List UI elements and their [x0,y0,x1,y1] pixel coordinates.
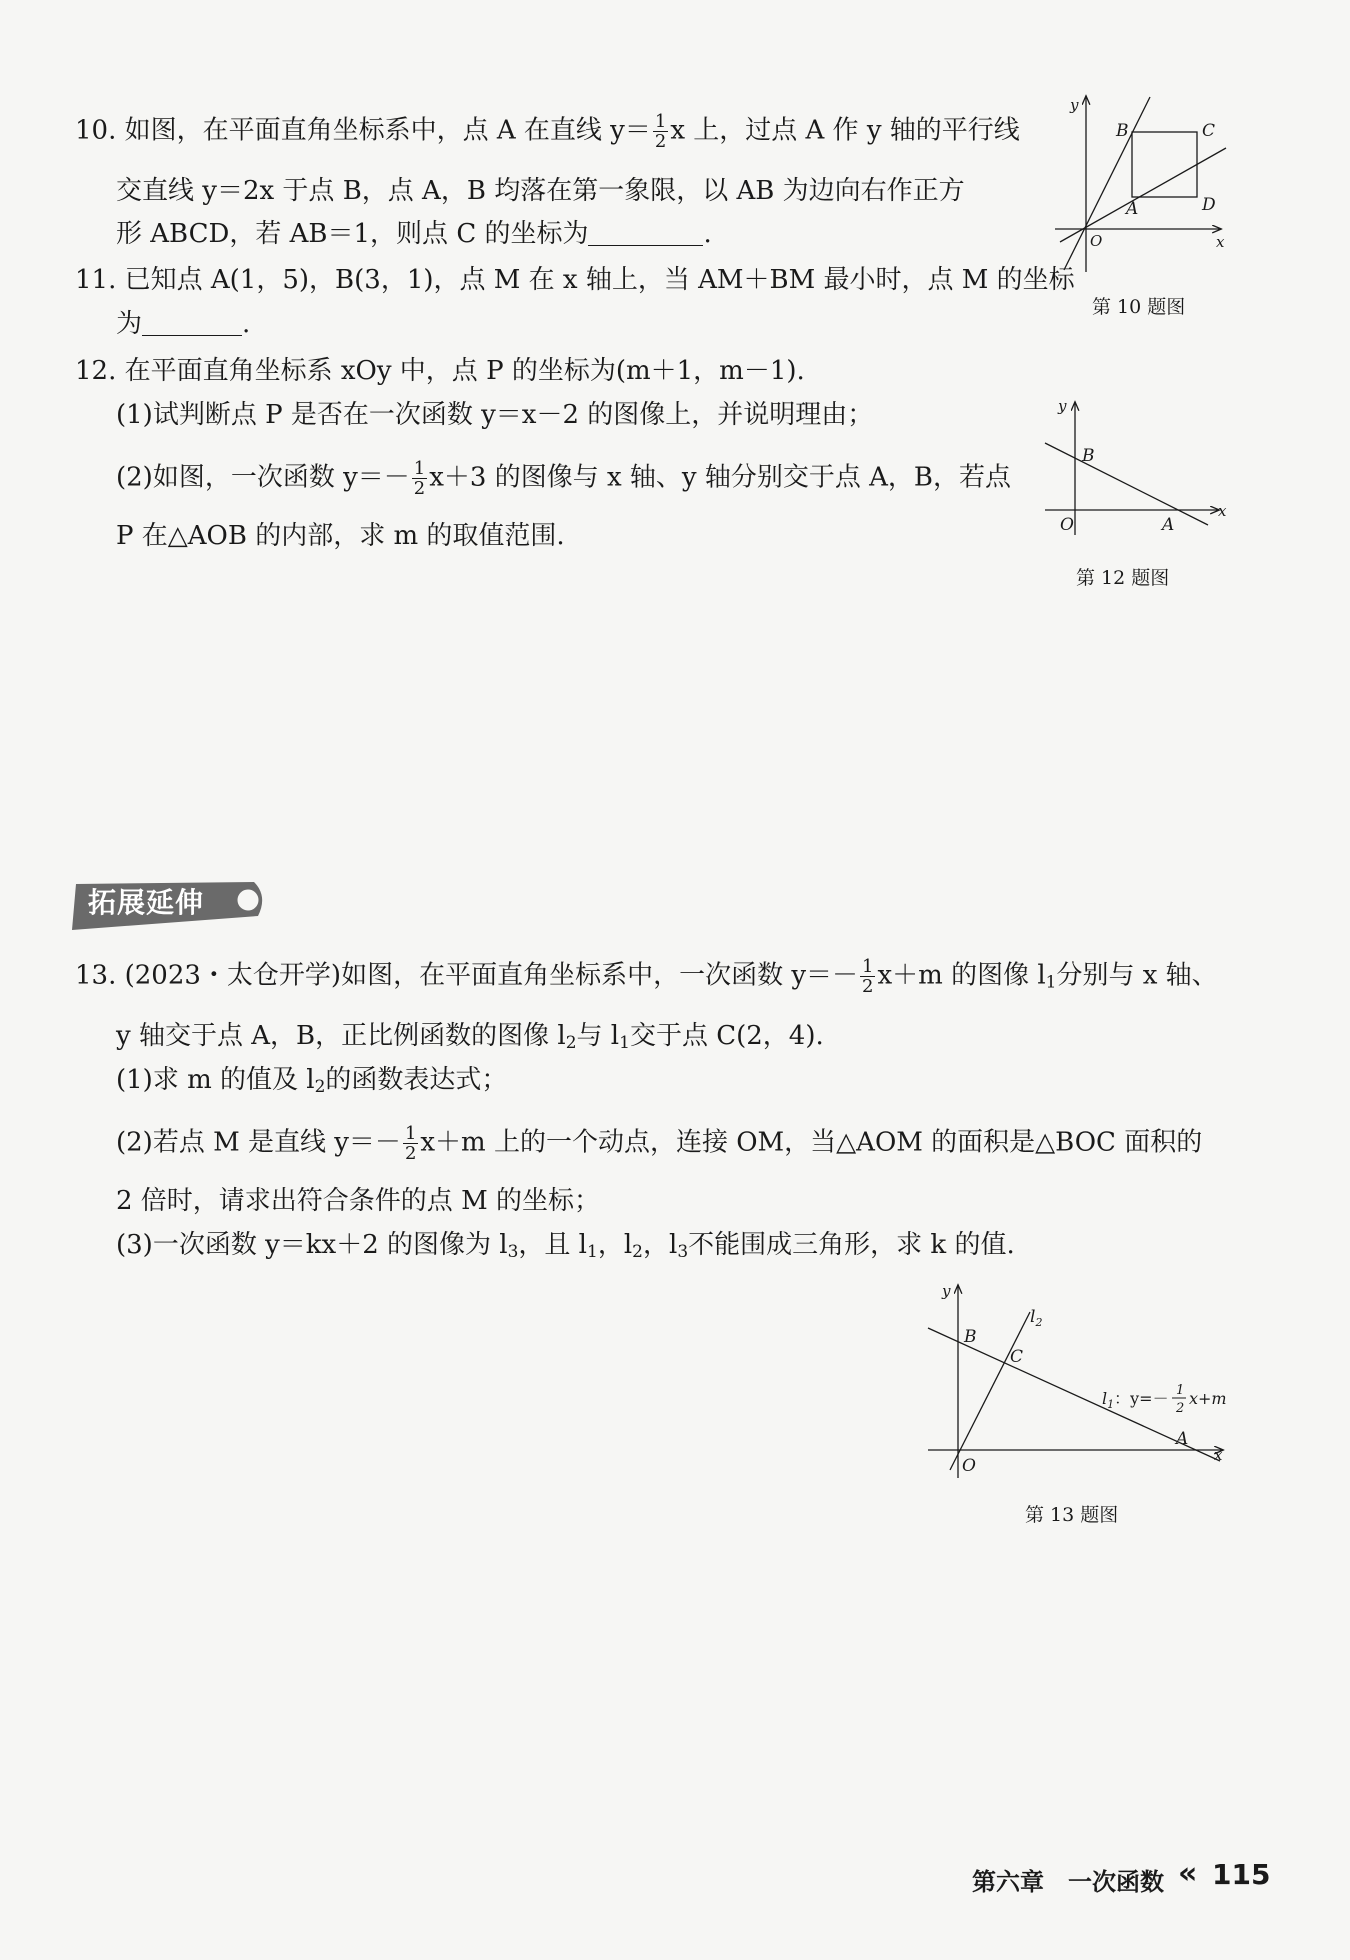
footer-chapter: 第六章 一次函数 [972,1868,1164,1896]
lightbulb-icon [236,888,260,912]
q13-line6: (3)一次函数 y＝kx＋2 的图像为 $l_3$，且 $l_1$，$l_2$，$l_3$不能围成三角形，求 k 的值. [116,1230,1015,1262]
q10-line3: 形 ABCD，若 AB＝1，则点 C 的坐标为 . [116,219,712,249]
caption-q10: 第 10 题图 [1092,296,1186,318]
label-c: C [1202,121,1216,141]
label-y: y [942,1282,951,1300]
q12-line3: (2)如图，一次函数 y＝－ $\frac{1}{2}$ x＋3 的图像与 x 轴、y 轴分别交于点 A，B，若点 [116,458,1012,499]
label-eq-tail: x+m [1189,1389,1227,1408]
fraction-one-half: $\frac{1}{2}$ [654,111,667,152]
q10-line2: 交直线 y＝2x 于点 B，点 A，B 均落在第一象限，以 AB 为边向右作正方 [116,176,965,206]
label-y: y [1058,397,1067,415]
label-c: C [1010,1347,1024,1367]
double-chevron-left-icon: « [1178,1856,1198,1891]
q10-line1: 10. 如图，在平面直角坐标系中，点 A 在直线 y＝ $\frac{1}{2}$ x 上，过点 A 作 y 轴的平行线 [75,111,1020,152]
label-o: O [1060,515,1074,535]
q11-line1: 11. 已知点 A(1，5)，B(3，1)，点 M 在 x 轴上，当 AM＋BM 最小时，点 M 的坐标 [75,265,1075,295]
label-a: A [1176,1429,1189,1449]
answer-blank [588,221,703,246]
label-eq-den: 2 [1176,1401,1185,1416]
caption-q12: 第 12 题图 [1076,567,1170,589]
label-eq-num: 1 [1176,1383,1185,1398]
fraction-one-half: $\frac{1}{2}$ [404,1123,417,1164]
label-b: B [964,1327,977,1347]
fraction-one-half: $\frac{1}{2}$ [862,956,874,997]
label-a: A [1126,199,1139,219]
label-o: O [962,1456,976,1476]
label-y: y [1070,96,1079,114]
q13-line4: (2)若点 M 是直线 y＝－ $\frac{1}{2}$ x＋m 上的一个动点，连接 OM，当△AOM 的面积是△BOC 面积的 [116,1123,1203,1164]
fraction-one-half: $\frac{1}{2}$ [413,458,426,499]
page-number: 115 [1212,1858,1271,1891]
q13-line5: 2 倍时，请求出符合条件的点 M 的坐标； [116,1186,600,1216]
figure-q13 [920,1278,1245,1498]
q12-line2: (1)试判断点 P 是否在一次函数 y＝x－2 的图像上，并说明理由； [116,400,874,430]
caption-q13: 第 13 题图 [1025,1504,1119,1526]
label-l1-equation: $l_1$：y=－ [1102,1389,1169,1411]
label-x: x [1214,1446,1223,1464]
line-l2 [950,1312,1030,1470]
label-b: B [1082,446,1095,466]
square-abcd [1132,132,1197,197]
answer-blank [142,311,242,336]
q11-line2: 为 . [116,309,251,339]
label-o: O [1090,232,1103,250]
label-a: A [1162,515,1175,535]
section-title: 拓展延伸 [88,886,205,919]
q13-line3: (1)求 m 的值及 $l_2$的函数表达式； [116,1065,508,1097]
q13-line2: y 轴交于点 A，B，正比例函数的图像 $l_2$与 $l_1$交于点 C(2，4). [116,1021,824,1053]
figure-q10 [1050,92,1240,282]
label-l2: $l_2$ [1030,1307,1043,1329]
label-x: x [1218,502,1227,520]
label-x: x [1216,233,1225,251]
figure-q12 [1040,395,1240,545]
q13-line1: 13. (2023・太仓开学)如图，在平面直角坐标系中，一次函数 y＝－ $\frac{1}{2}$ x＋m 的图像 $l_1$分别与 x 轴、 [75,956,1218,997]
label-b: B [1116,121,1129,141]
q12-line1: 12. 在平面直角坐标系 xOy 中，点 P 的坐标为(m＋1，m－1). [75,356,805,386]
label-d: D [1202,195,1216,215]
line-y-neg-half-x-plus-3 [1045,443,1208,525]
line-y-2x [1064,97,1150,270]
q12-line4: P 在△AOB 的内部，求 m 的取值范围. [116,521,565,551]
